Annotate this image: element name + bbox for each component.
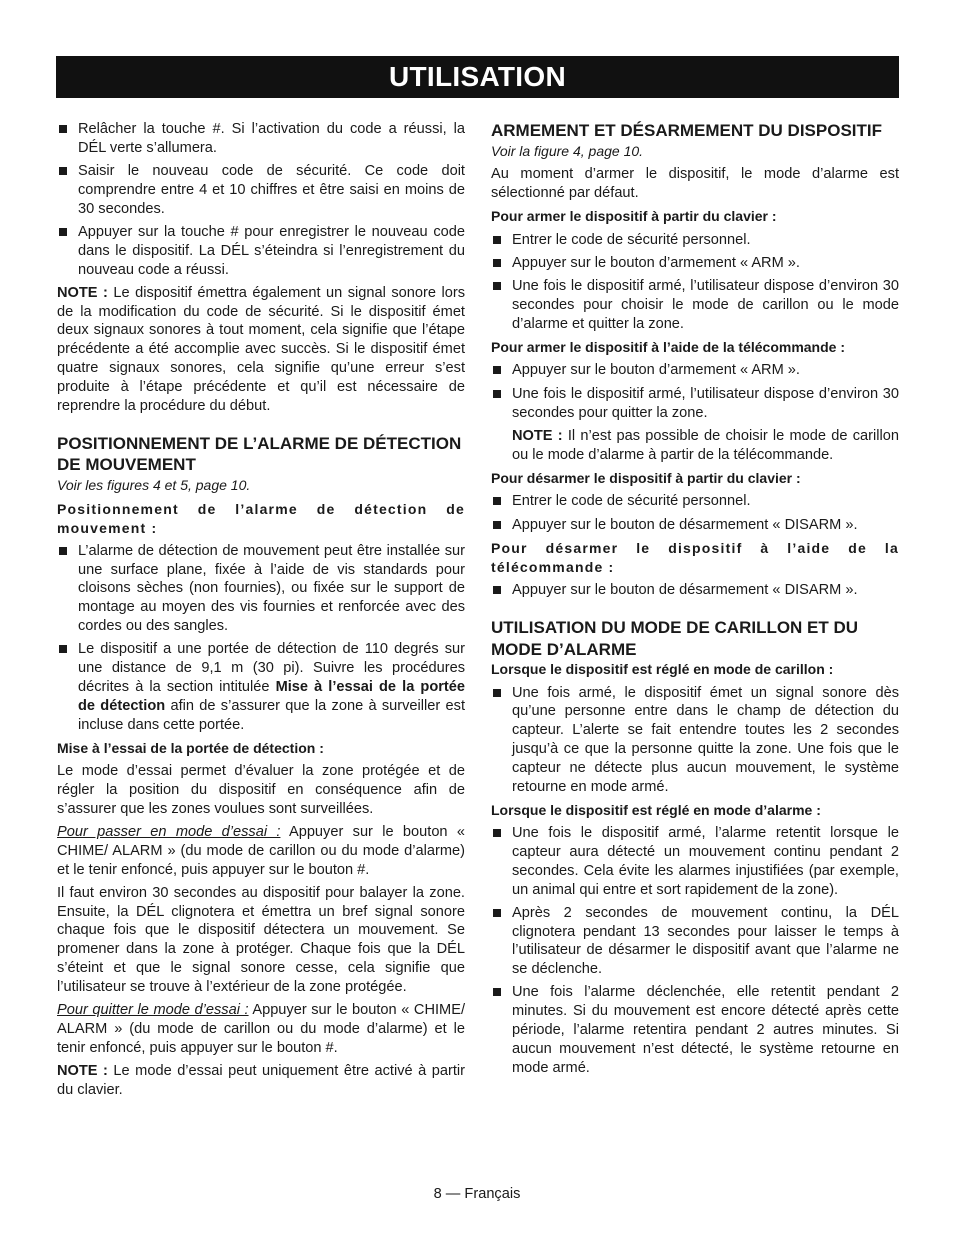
bullet-square-icon <box>493 282 501 290</box>
list-item: Appuyer sur la touche # pour enregistrer le nouveau code dans le dispositif. La DÉL s’éteindra si l’enregistrement du nouveau code a réussi. <box>57 223 465 279</box>
note-paragraph: NOTE : Il n’est pas possible de choisir le mode de carillon ou le mode d’alarme à partir de la télécommande. <box>512 427 899 463</box>
list-item: Une fois le dispositif armé, l’utilisateur dispose d’environ 30 secondes pour choisir le mode de carillon ou le mode d’alarme et quitter la zone. <box>491 277 899 333</box>
bullet-square-icon <box>493 366 501 374</box>
list-item: Relâcher la touche #. Si l’activation du code a réussi, la DÉL verte s’allumera. <box>57 120 465 158</box>
list-item: Une fois le dispositif armé, l’utilisateur dispose d’environ 30 secondes pour quitter la zone. <box>491 385 899 423</box>
note-paragraph: NOTE : Le mode d’essai peut uniquement être activé à partir du clavier. <box>57 1063 465 1098</box>
bullet-square-icon <box>59 167 67 175</box>
list-item: Appuyer sur le bouton de désarmement « DISARM ». <box>491 581 899 600</box>
page-number: 8 — Français <box>433 1186 521 1202</box>
figure-reference: Voir les figures 4 et 5, page 10. <box>57 476 251 493</box>
list-item: Appuyer sur le bouton d’armement « ARM ». <box>491 254 899 273</box>
bullet-square-icon <box>493 236 501 244</box>
bullet-square-icon <box>493 909 501 917</box>
subheading: Pour armer le dispositif à l’aide de la télécommande : <box>491 339 845 356</box>
subheading: Pour désarmer le dispositif à partir du clavier : <box>491 469 801 486</box>
subheading: Lorsque le dispositif est réglé en mode de carillon : <box>491 661 834 678</box>
bullet-square-icon <box>493 497 501 505</box>
list-item: Appuyer sur le bouton d’armement « ARM ». <box>491 361 899 380</box>
subheading: Pour armer le dispositif à partir du clavier : <box>491 208 777 225</box>
section-title-banner: UTILISATION <box>56 56 899 98</box>
bullet-square-icon <box>59 547 67 555</box>
list-item: Une fois le dispositif armé, l’alarme retentit lorsque le capteur aura détecté un mouvement continu pendant 2 secondes. Cela évite les alarmes injustifiées (par exemple, un animal qui entre et sort rapidement de la zone). <box>491 824 899 899</box>
list-item: Après 2 secondes de mouvement continu, la DÉL clignotera pendant 13 secondes pour laisser le temps à l’utilisateur de désarmer le dispositif avant que l’alarme ne se déclenche. <box>491 904 899 979</box>
section-heading-modes: UTILISATION DU MODE DE CARILLON ET DU MODE D’ALARME <box>491 618 859 659</box>
note-paragraph: NOTE : Le dispositif émettra également un signal sonore lors de la modification du code de sécurité. Si le dispositif émet deux signaux sonores à tout moment, cela signifie que l’étape précédente a été accomplie avec succès. Si le dispositif émet quatre signaux sonores, cela signifie qu’une erreur s’est produite à l’étape précédente et qu’il est nécessaire de reprendre la procédure du début. <box>57 284 465 414</box>
list-item: Entrer le code de sécurité personnel. <box>491 492 899 511</box>
figure-reference: Voir la figure 4, page 10. <box>491 142 644 159</box>
paragraph: Pour quitter le mode d’essai : Appuyer sur le bouton « CHIME/ ALARM » (du mode de carillon ou du mode d’alarme) et le tenir enfoncé, puis appuyer sur le bouton #. <box>57 1002 465 1056</box>
subheading: Pour désarmer le dispositif à l’aide de la télécommande : <box>491 539 899 575</box>
list-item: Une fois l’alarme déclenchée, elle retentit pendant 2 minutes. Si du mouvement est encore détecté après cette période, l’alarme retentira pendant 2 autres minutes. Si aucun mouvement n’est détecté, le système retourne en mode armé. <box>491 983 899 1077</box>
bullet-square-icon <box>493 390 501 398</box>
bullet-square-icon <box>493 259 501 267</box>
bullet-square-icon <box>59 645 67 653</box>
page-footer <box>0 1186 954 1202</box>
list-item: Entrer le code de sécurité personnel. <box>491 231 899 250</box>
subheading: Positionnement de l’alarme de détection de mouvement : <box>57 500 465 536</box>
list-item: Saisir le nouveau code de sécurité. Ce code doit comprendre entre 4 et 10 chiffres et être saisi en moins de 30 secondes. <box>57 162 465 218</box>
list-item: L’alarme de détection de mouvement peut être installée sur une surface plane, fixée à l’aide de vis standards pour cloisons sèches (non fournies), ou fixée sur le support de montage au moyen des vis fournies et renforcée avec des cordes ou des sangles. <box>57 542 465 636</box>
bullet-square-icon <box>493 988 501 996</box>
subheading: Lorsque le dispositif est réglé en mode d’alarme : <box>491 801 821 818</box>
list-item: Appuyer sur le bouton de désarmement « DISARM ». <box>491 516 899 535</box>
list-item: Le dispositif a une portée de détection de 110 degrés sur une distance de 9,1 m (30 pi). Suivre les procédures décrites à la section intitulée Mise à l’essai de la portée de détection afin de s’assurer que la zone à surveiller est incluse dans cette portée. <box>57 640 465 734</box>
section-heading-arming: ARMEMENT ET DÉSARMEMENT DU DISPOSITIF <box>491 121 883 140</box>
bullet-square-icon <box>59 228 67 236</box>
subheading: Mise à l’essai de la portée de détection : <box>57 739 324 756</box>
paragraph: Au moment d’armer le dispositif, le mode d’alarme est sélectionné par défaut. <box>491 166 899 202</box>
bullet-square-icon <box>493 521 501 529</box>
section-heading-positioning: POSITIONNEMENT DE L’ALARME DE DÉTECTION DE MOUVEMENT <box>57 433 462 475</box>
right-column <box>491 120 899 1082</box>
bullet-square-icon <box>493 586 501 594</box>
paragraph: Le mode d’essai permet d’évaluer la zone protégée et de régler la position du dispositif en conséquence afin de s’assurer que les zones voulues sont surveillées. <box>57 763 465 817</box>
bullet-square-icon <box>493 689 501 697</box>
bullet-square-icon <box>59 125 67 133</box>
list-item: Une fois armé, le dispositif émet un signal sonore dès qu’une personne entre dans le champ de détection du capteur. L’alerte se fait entendre toutes les 2 secondes jusqu’à ce que la personne quitte la zone. Une fois que le capteur ne détecte plus aucun mouvement, le système retourne en mode armé. <box>491 684 899 797</box>
left-column <box>57 120 465 1104</box>
paragraph: Pour passer en mode d’essai : Appuyer sur le bouton « CHIME/ ALARM » (du mode de carillon ou du mode d’alarme) et le tenir enfoncé, puis appuyer sur le bouton #. <box>57 824 465 878</box>
bullet-square-icon <box>493 829 501 837</box>
paragraph: Il faut environ 30 secondes au dispositif pour balayer la zone. Ensuite, la DÉL clignotera et émettra un bref signal sonore chaque fois que le dispositif détectera un mouvement. Se promener dans la zone à protéger. Chaque fois que la DÉL s’éteint et que le signal sonore cesse, cela signifie que l’utilisateur se trouve à l’extérieur de la zone protégée. <box>57 884 465 995</box>
